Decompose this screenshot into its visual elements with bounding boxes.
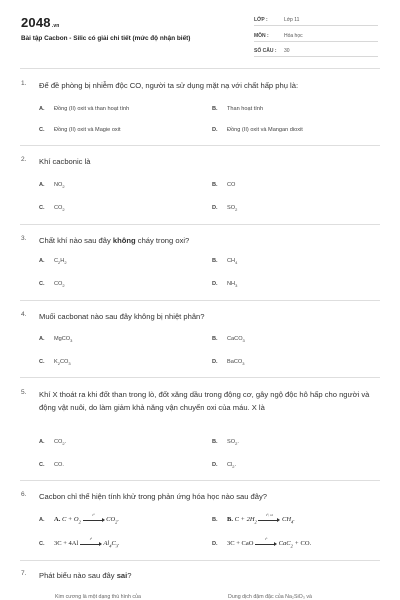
option-c[interactable] <box>39 205 65 212</box>
reaction-arrow-icon: t° <box>80 541 102 547</box>
option-letter: B. <box>212 439 218 445</box>
option-b-partial[interactable]: Dung dịch đậm đặc của Na₂SiO₃ và <box>228 594 313 600</box>
question-text: Khí cacbonic là <box>39 157 91 166</box>
option-letter: A. <box>39 106 45 112</box>
option-letter: C. <box>39 205 45 211</box>
option-letter: B. <box>212 258 218 264</box>
equation: 3C + CaO t° CaC$_2$ + CO. <box>227 536 312 549</box>
option-b[interactable] <box>212 258 237 265</box>
option-b[interactable] <box>212 336 245 343</box>
equation: A. $C + O_2$ t° $CO_2$. <box>54 512 120 525</box>
option-text: $CO_2$ <box>54 281 65 289</box>
option-text: $SO_2$ <box>227 205 238 213</box>
meta-label: SỐ CÂU : <box>254 48 277 54</box>
question-text <box>39 234 379 247</box>
option-text: Đồng (II) oxit và Mangan dioxit <box>227 127 303 133</box>
option-letter: C. <box>39 462 45 468</box>
question-text: Cacbon chỉ thể hiện tính khử trong phản ứng hóa học nào sau đây? <box>39 492 268 501</box>
meta-label: MÔN : <box>254 33 269 39</box>
option-text: CO. <box>54 462 64 468</box>
option-letter: D. <box>212 541 218 547</box>
meta-count <box>254 45 378 57</box>
option-letter: D. <box>212 281 218 287</box>
equation: B. $C + 2H_2$ t°, xt $CH_4$. <box>227 512 295 525</box>
option-c[interactable] <box>39 127 121 133</box>
option-c[interactable] <box>39 536 120 549</box>
option-letter: A. <box>39 258 45 264</box>
option-a[interactable] <box>39 182 65 189</box>
option-letter: D. <box>212 359 218 365</box>
question-text-part: cháy trong oxi? <box>135 236 190 245</box>
option-letter: C. <box>39 281 45 287</box>
reaction-arrow-icon: t°, xt <box>258 517 280 523</box>
option-d[interactable] <box>212 127 303 133</box>
option-letter: C. <box>39 359 45 365</box>
option-d[interactable] <box>212 359 244 366</box>
question-text-emphasis: không <box>112 236 136 245</box>
option-text: CaCO$_3$ <box>227 336 245 344</box>
reaction-arrow-icon: t° <box>255 541 277 547</box>
question-number: 7. <box>21 570 27 577</box>
option-letter: D. <box>212 127 218 133</box>
header-divider <box>20 68 380 69</box>
option-letter: A. <box>39 182 45 188</box>
reaction-arrow-icon: t° <box>83 517 105 523</box>
option-text: CO <box>227 182 236 188</box>
option-b[interactable] <box>212 106 263 112</box>
question-number: 2. <box>21 156 27 163</box>
question-text: Để đề phòng bị nhiễm độc CO, người ta sử dụng mặt nạ với chất hấp phụ là: <box>39 81 299 90</box>
question-number: 4. <box>21 311 27 318</box>
question-divider <box>20 480 380 481</box>
option-text: $Cl_2$. <box>227 462 237 470</box>
option-letter: A. <box>39 336 45 342</box>
meta-value: Hóa học <box>284 33 303 39</box>
question-text-part: ? <box>127 571 132 580</box>
option-b[interactable] <box>212 439 239 446</box>
option-a[interactable] <box>39 336 72 343</box>
question-divider <box>20 377 380 378</box>
option-a[interactable] <box>39 106 129 112</box>
option-b[interactable] <box>212 512 295 525</box>
document-title: Bài tập Cacbon - Silic có giải chi tiết (mức độ nhận biết) <box>21 35 191 42</box>
question-text: Muối cacbonat nào sau đây không bị nhiệt phân? <box>39 312 205 321</box>
option-a[interactable] <box>39 258 67 265</box>
option-letter: C. <box>39 127 45 133</box>
option-letter: C. <box>39 541 45 547</box>
option-b[interactable] <box>212 182 235 188</box>
question-number: 1. <box>21 80 27 87</box>
option-letter: B. <box>212 336 218 342</box>
meta-value: Lớp 11 <box>284 17 300 23</box>
meta-value: 30 <box>284 48 290 54</box>
option-letter: B. <box>212 106 218 112</box>
logo-suffix: .vn <box>51 23 60 29</box>
option-text: MgCO$_3$ <box>54 336 73 344</box>
option-text: $CO_2$. <box>54 439 67 447</box>
document-header <box>0 0 400 72</box>
option-text: $NO_2$ <box>54 182 65 190</box>
question-number: 5. <box>21 389 27 396</box>
question-number: 3. <box>21 235 27 242</box>
question-text-part: Phát biểu nào sau đây <box>39 571 117 580</box>
question-divider <box>20 224 380 225</box>
option-d[interactable] <box>212 536 312 549</box>
option-text: $CH_4$ <box>227 258 238 266</box>
option-c[interactable] <box>39 462 64 468</box>
question-text-emphasis: sai <box>116 571 128 580</box>
option-text: Đồng (II) oxit và than hoạt tính <box>54 106 130 112</box>
option-text: Than hoạt tính <box>227 106 264 112</box>
option-text: Đồng (II) oxit và Magie oxit <box>54 127 121 133</box>
option-text: $K_2CO_3$ <box>54 359 71 367</box>
meta-class <box>254 14 378 26</box>
option-text: $C_2H_2$ <box>54 258 67 266</box>
question-divider <box>20 560 380 561</box>
question-text <box>39 569 379 582</box>
option-a-partial[interactable]: Kim cương là một dạng thù hình của <box>55 594 141 600</box>
question-divider <box>20 300 380 301</box>
logo-text: 2048 <box>21 15 51 30</box>
option-letter: B. <box>212 182 218 188</box>
option-c[interactable] <box>39 359 71 366</box>
option-letter: B. <box>212 517 218 523</box>
meta-subject <box>254 30 378 42</box>
option-text: $NH_3$ <box>227 281 238 289</box>
equation: 3C + 4Al t° $Al_4C_3$. <box>54 536 120 549</box>
option-a[interactable] <box>39 512 120 525</box>
question-number: 6. <box>21 491 27 498</box>
meta-label: LỚP : <box>254 17 268 23</box>
option-text: $CO_2$ <box>54 205 65 213</box>
option-letter: A. <box>39 517 45 523</box>
question-text-part: Chất khí nào sau đây <box>39 236 113 245</box>
option-c[interactable] <box>39 281 65 288</box>
site-logo[interactable] <box>21 15 60 30</box>
option-d[interactable] <box>212 462 236 469</box>
option-letter: D. <box>212 462 218 468</box>
option-d[interactable] <box>212 281 237 288</box>
option-letter: A. <box>39 439 45 445</box>
question-divider <box>20 145 380 146</box>
option-letter: D. <box>212 205 218 211</box>
question-text: Khí X thoát ra khi đốt than trong lò, đốt xăng dầu trong động cơ, gây ngộ độc hô hấp cho người và động vật nuôi, do làm giảm khả năng vận chuyển oxi của máu. X là <box>39 390 370 412</box>
option-d[interactable] <box>212 205 237 212</box>
option-text: BaCO$_3$ <box>227 359 245 367</box>
option-text: $SO_2$. <box>227 439 239 447</box>
option-a[interactable] <box>39 439 66 446</box>
